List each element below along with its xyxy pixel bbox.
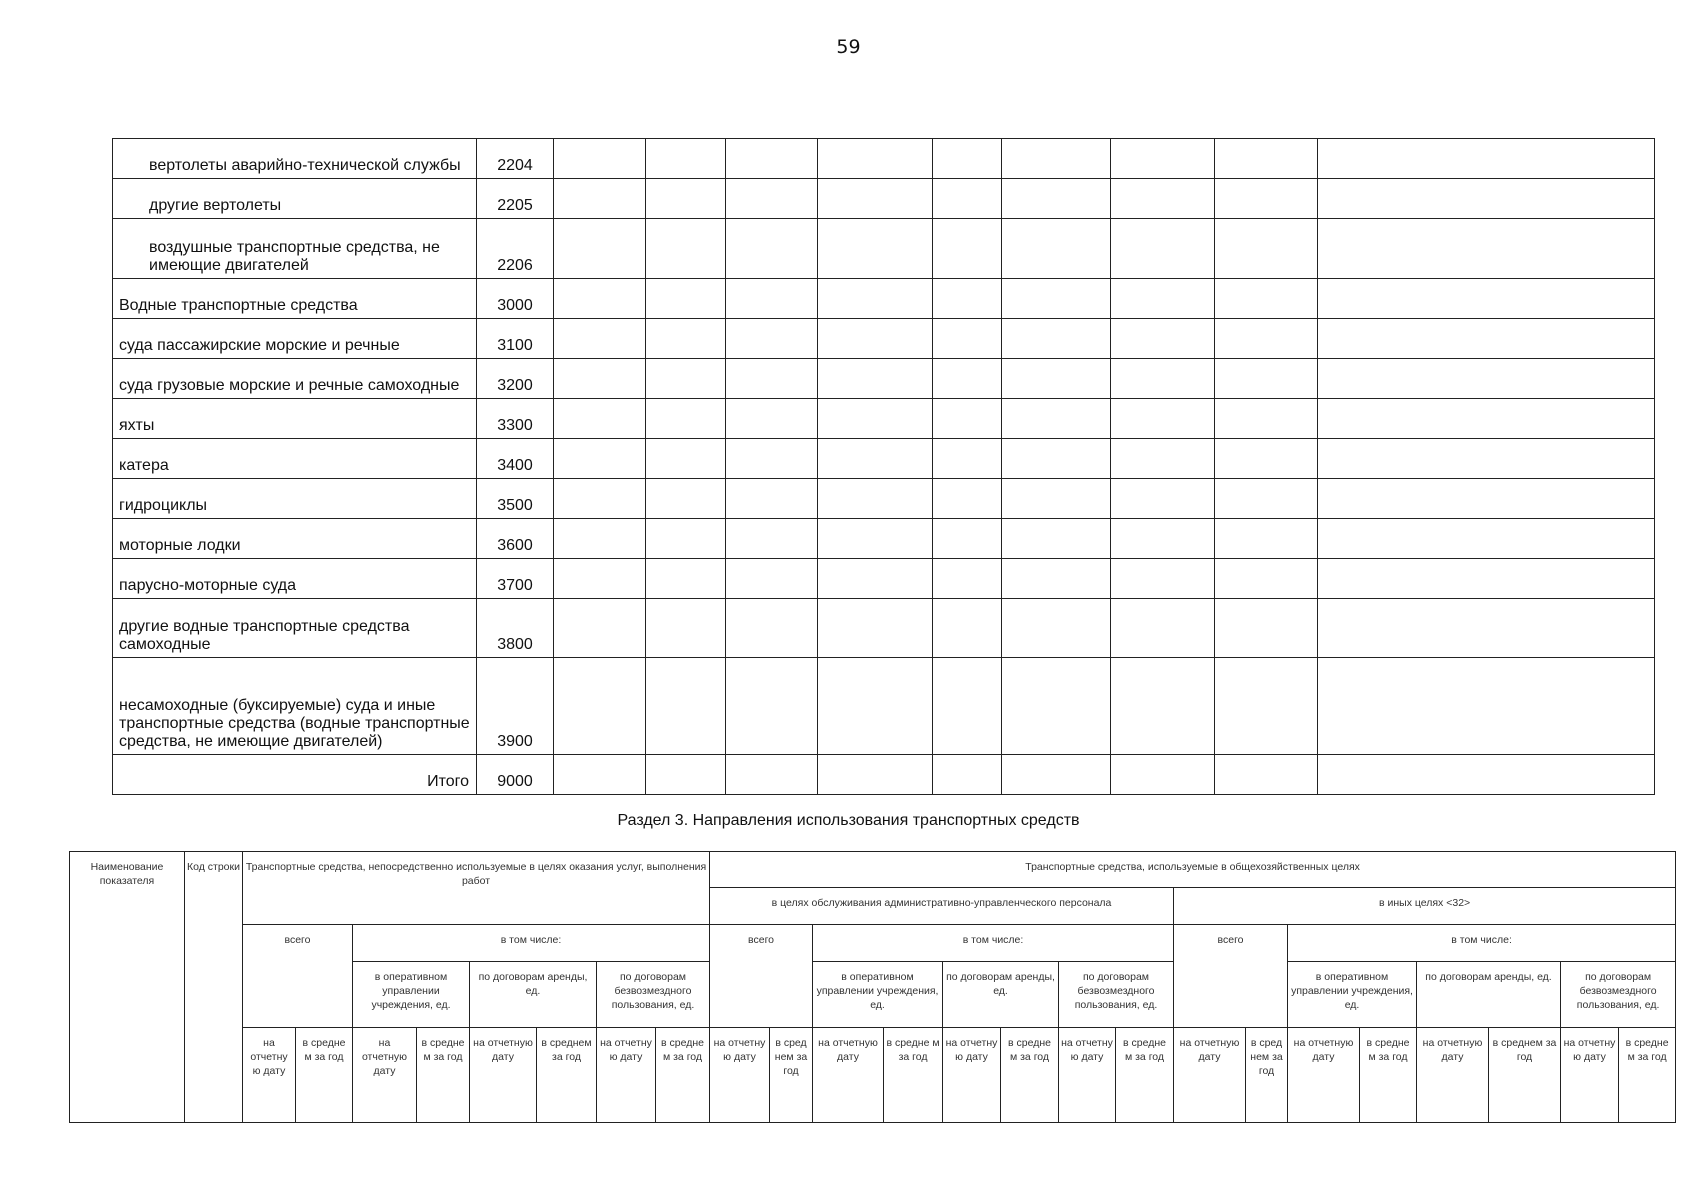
other-free-use-header: по договорам безвозмездного пользования, ед. (1561, 962, 1676, 1028)
value-cell[interactable] (1111, 399, 1215, 439)
value-cell[interactable] (818, 559, 933, 599)
yearly-average-header: в средне м за год (1116, 1028, 1174, 1123)
value-cell[interactable] (726, 399, 818, 439)
value-cell[interactable] (1002, 599, 1111, 658)
value-cell[interactable] (726, 755, 818, 795)
yearly-average-header: в среднем за год (1489, 1028, 1561, 1123)
value-cell[interactable] (1111, 359, 1215, 399)
value-cell[interactable] (818, 479, 933, 519)
row-name: вертолеты аварийно-технической службы (113, 139, 477, 179)
row-name: катера (113, 439, 477, 479)
value-cell[interactable] (554, 139, 646, 179)
admin-purpose-header: в целях обслуживания административно-управленческого персонала (710, 888, 1174, 925)
table-row (113, 219, 1655, 279)
yearly-average-header: в средне м за год (884, 1028, 943, 1123)
value-cell[interactable] (1111, 279, 1215, 319)
other-lease-header: по договорам аренды, ед. (1417, 962, 1561, 1028)
value-cell[interactable] (933, 219, 1002, 279)
value-cell[interactable] (646, 439, 726, 479)
value-cell[interactable] (726, 439, 818, 479)
yearly-average-header: в средне м за год (656, 1028, 710, 1123)
on-reporting-date-header: на отчетную дату (813, 1028, 884, 1123)
value-cell[interactable] (1215, 599, 1318, 658)
table-row (113, 319, 1655, 359)
value-cell[interactable] (1002, 359, 1111, 399)
row-code: 3000 (477, 279, 554, 319)
row-name: воздушные транспортные средства, не имеющие двигателей (113, 219, 477, 279)
value-cell[interactable] (1111, 599, 1215, 658)
value-cell[interactable] (726, 219, 818, 279)
yearly-average-header: в средне м за год (417, 1028, 470, 1123)
direct-use-header: Транспортные средства, непосредственно используемые в целях оказания услуг, выполнения работ (243, 852, 710, 925)
table-row (113, 479, 1655, 519)
value-cell[interactable] (933, 755, 1002, 795)
value-cell[interactable] (554, 755, 646, 795)
value-cell[interactable] (1318, 479, 1655, 519)
row-code: 3900 (477, 658, 554, 755)
row-name: парусно-моторные суда (113, 559, 477, 599)
value-cell[interactable] (646, 219, 726, 279)
yearly-average-header: в сред нем за год (1246, 1028, 1288, 1123)
value-cell[interactable] (554, 359, 646, 399)
value-cell[interactable] (726, 599, 818, 658)
value-cell[interactable] (646, 519, 726, 559)
on-reporting-date-header: на отчетную дату (1288, 1028, 1360, 1123)
value-cell[interactable] (1111, 219, 1215, 279)
value-cell[interactable] (1318, 519, 1655, 559)
value-cell[interactable] (1215, 179, 1318, 219)
value-cell[interactable] (818, 658, 933, 755)
row-code: 3500 (477, 479, 554, 519)
value-cell[interactable] (646, 658, 726, 755)
value-cell[interactable] (1215, 439, 1318, 479)
value-cell[interactable] (1318, 219, 1655, 279)
transport-count-table (112, 138, 1655, 795)
leaf-header-row (70, 1028, 1676, 1123)
value-cell[interactable] (1002, 439, 1111, 479)
value-cell[interactable] (1111, 179, 1215, 219)
value-cell[interactable] (726, 139, 818, 179)
value-cell[interactable] (818, 139, 933, 179)
other-including-header: в том числе: (1288, 925, 1676, 962)
value-cell[interactable] (1111, 559, 1215, 599)
row-code: 2204 (477, 139, 554, 179)
direct-total-header: всего (243, 925, 353, 1028)
value-cell[interactable] (1002, 139, 1111, 179)
value-cell[interactable] (818, 179, 933, 219)
on-reporting-date-header: на отчетную дату (1174, 1028, 1246, 1123)
on-reporting-date-header: на отчетну ю дату (710, 1028, 770, 1123)
yearly-average-header: в среднем за год (537, 1028, 597, 1123)
row-name: суда грузовые морские и речные самоходные (113, 359, 477, 399)
value-cell[interactable] (726, 279, 818, 319)
code-column-header: Код строки (185, 852, 243, 1123)
value-cell[interactable] (1215, 279, 1318, 319)
value-cell[interactable] (933, 179, 1002, 219)
value-cell[interactable] (1002, 399, 1111, 439)
value-cell[interactable] (646, 359, 726, 399)
value-cell[interactable] (1111, 755, 1215, 795)
value-cell[interactable] (1318, 399, 1655, 439)
table-row (113, 179, 1655, 219)
value-cell[interactable] (1111, 439, 1215, 479)
usage-directions-table (69, 851, 1676, 1123)
value-cell[interactable] (1002, 559, 1111, 599)
yearly-average-header: в сред нем за год (770, 1028, 813, 1123)
row-code: 3300 (477, 399, 554, 439)
yearly-average-header: в средне м за год (296, 1028, 353, 1123)
direct-including-header: в том числе: (353, 925, 710, 962)
value-cell[interactable] (818, 439, 933, 479)
section-title: Раздел 3. Направления использования транспортных средств (617, 812, 1080, 829)
value-cell[interactable] (726, 319, 818, 359)
table-row (113, 755, 1655, 795)
value-cell[interactable] (1111, 139, 1215, 179)
yearly-average-header: в средне м за год (1619, 1028, 1676, 1123)
admin-operational-header: в оперативном управлении учреждения, ед. (813, 962, 943, 1028)
value-cell[interactable] (726, 658, 818, 755)
table-row (113, 439, 1655, 479)
value-cell[interactable] (1215, 479, 1318, 519)
value-cell[interactable] (1318, 439, 1655, 479)
value-cell[interactable] (1318, 599, 1655, 658)
row-name: другие вертолеты (113, 179, 477, 219)
yearly-average-header: в средне м за год (1001, 1028, 1059, 1123)
page-number: 59 (836, 36, 861, 58)
other-purpose-header: в иных целях <32> (1174, 888, 1676, 925)
row-name: другие водные транспортные средства самоходные (113, 599, 477, 658)
value-cell[interactable] (726, 179, 818, 219)
row-name: Итого (113, 755, 477, 795)
value-cell[interactable] (1318, 139, 1655, 179)
value-cell[interactable] (818, 219, 933, 279)
yearly-average-header: в средне м за год (1360, 1028, 1417, 1123)
direct-free-use-header: по договорам безвозмездного пользования, ед. (597, 962, 710, 1028)
value-cell[interactable] (1215, 219, 1318, 279)
value-cell[interactable] (554, 519, 646, 559)
value-cell[interactable] (1215, 319, 1318, 359)
direct-operational-header: в оперативном управлении учреждения, ед. (353, 962, 470, 1028)
value-cell[interactable] (726, 519, 818, 559)
table-row (113, 279, 1655, 319)
table-row (113, 658, 1655, 755)
value-cell[interactable] (818, 599, 933, 658)
value-cell[interactable] (726, 479, 818, 519)
on-reporting-date-header: на отчетну ю дату (1561, 1028, 1619, 1123)
table-row (113, 399, 1655, 439)
value-cell[interactable] (646, 139, 726, 179)
value-cell[interactable] (554, 658, 646, 755)
value-cell[interactable] (818, 279, 933, 319)
row-code: 2205 (477, 179, 554, 219)
value-cell[interactable] (1111, 479, 1215, 519)
row-name: суда пассажирские морские и речные (113, 319, 477, 359)
value-cell[interactable] (933, 439, 1002, 479)
value-cell[interactable] (933, 519, 1002, 559)
value-cell[interactable] (646, 279, 726, 319)
value-cell[interactable] (1002, 319, 1111, 359)
value-cell[interactable] (554, 399, 646, 439)
value-cell[interactable] (1215, 559, 1318, 599)
value-cell[interactable] (554, 179, 646, 219)
value-cell[interactable] (933, 658, 1002, 755)
value-cell[interactable] (818, 755, 933, 795)
table-row (113, 519, 1655, 559)
value-cell[interactable] (1002, 219, 1111, 279)
value-cell[interactable] (1318, 359, 1655, 399)
on-reporting-date-header: на отчетную дату (1417, 1028, 1489, 1123)
value-cell[interactable] (554, 439, 646, 479)
value-cell[interactable] (1318, 559, 1655, 599)
row-name: гидроциклы (113, 479, 477, 519)
row-code: 3200 (477, 359, 554, 399)
value-cell[interactable] (646, 599, 726, 658)
value-cell[interactable] (1215, 359, 1318, 399)
row-name: яхты (113, 399, 477, 439)
table-row (113, 559, 1655, 599)
on-reporting-date-header: на отчетну ю дату (597, 1028, 656, 1123)
value-cell[interactable] (933, 479, 1002, 519)
general-use-header: Транспортные средства, используемые в общехозяйственных целях (710, 852, 1676, 888)
value-cell[interactable] (933, 599, 1002, 658)
row-code: 3800 (477, 599, 554, 658)
value-cell[interactable] (726, 559, 818, 599)
table-row (113, 359, 1655, 399)
row-name: Водные транспортные средства (113, 279, 477, 319)
value-cell[interactable] (554, 599, 646, 658)
value-cell[interactable] (1002, 755, 1111, 795)
value-cell[interactable] (554, 279, 646, 319)
on-reporting-date-header: на отчетную дату (470, 1028, 537, 1123)
row-name: моторные лодки (113, 519, 477, 559)
value-cell[interactable] (646, 559, 726, 599)
value-cell[interactable] (554, 319, 646, 359)
other-total-header: всего (1174, 925, 1288, 1028)
value-cell[interactable] (1111, 658, 1215, 755)
value-cell[interactable] (1002, 519, 1111, 559)
value-cell[interactable] (554, 559, 646, 599)
value-cell[interactable] (554, 479, 646, 519)
value-cell[interactable] (1318, 658, 1655, 755)
value-cell[interactable] (933, 359, 1002, 399)
value-cell[interactable] (1002, 179, 1111, 219)
value-cell[interactable] (1318, 755, 1655, 795)
value-cell[interactable] (818, 519, 933, 559)
row-code: 3400 (477, 439, 554, 479)
table-row (113, 139, 1655, 179)
on-reporting-date-header: на отчетную дату (353, 1028, 417, 1123)
value-cell[interactable] (1318, 279, 1655, 319)
admin-including-header: в том числе: (813, 925, 1174, 962)
value-cell[interactable] (933, 139, 1002, 179)
value-cell[interactable] (1002, 479, 1111, 519)
value-cell[interactable] (646, 319, 726, 359)
row-code: 3700 (477, 559, 554, 599)
row-code: 2206 (477, 219, 554, 279)
other-operational-header: в оперативном управлении учреждения, ед. (1288, 962, 1417, 1028)
value-cell[interactable] (818, 359, 933, 399)
value-cell[interactable] (1111, 319, 1215, 359)
value-cell[interactable] (818, 319, 933, 359)
value-cell[interactable] (933, 319, 1002, 359)
value-cell[interactable] (1111, 519, 1215, 559)
value-cell[interactable] (1215, 755, 1318, 795)
direct-lease-header: по договорам аренды, ед. (470, 962, 597, 1028)
value-cell[interactable] (1002, 658, 1111, 755)
value-cell[interactable] (1318, 319, 1655, 359)
value-cell[interactable] (646, 755, 726, 795)
value-cell[interactable] (1318, 179, 1655, 219)
row-name: несамоходные (буксируемые) суда и иные транспортные средства (водные транспортные средства, не имеющие двигателей) (113, 658, 477, 755)
admin-total-header: всего (710, 925, 813, 1028)
row-code: 3600 (477, 519, 554, 559)
on-reporting-date-header: на отчетну ю дату (1059, 1028, 1116, 1123)
value-cell[interactable] (1215, 519, 1318, 559)
value-cell[interactable] (646, 399, 726, 439)
value-cell[interactable] (646, 479, 726, 519)
value-cell[interactable] (646, 179, 726, 219)
value-cell[interactable] (1215, 139, 1318, 179)
name-column-header: Наименование показателя (70, 852, 185, 1123)
on-reporting-date-header: на отчетну ю дату (243, 1028, 296, 1123)
value-cell[interactable] (933, 399, 1002, 439)
value-cell[interactable] (1002, 279, 1111, 319)
row-code: 3100 (477, 319, 554, 359)
row-code: 9000 (477, 755, 554, 795)
value-cell[interactable] (933, 559, 1002, 599)
value-cell[interactable] (1215, 658, 1318, 755)
admin-free-use-header: по договорам безвозмездного пользования, ед. (1059, 962, 1174, 1028)
admin-lease-header: по договорам аренды, ед. (943, 962, 1059, 1028)
table-row (113, 599, 1655, 658)
value-cell[interactable] (933, 279, 1002, 319)
value-cell[interactable] (554, 219, 646, 279)
value-cell[interactable] (818, 399, 933, 439)
value-cell[interactable] (1215, 399, 1318, 439)
on-reporting-date-header: на отчетну ю дату (943, 1028, 1001, 1123)
value-cell[interactable] (726, 359, 818, 399)
